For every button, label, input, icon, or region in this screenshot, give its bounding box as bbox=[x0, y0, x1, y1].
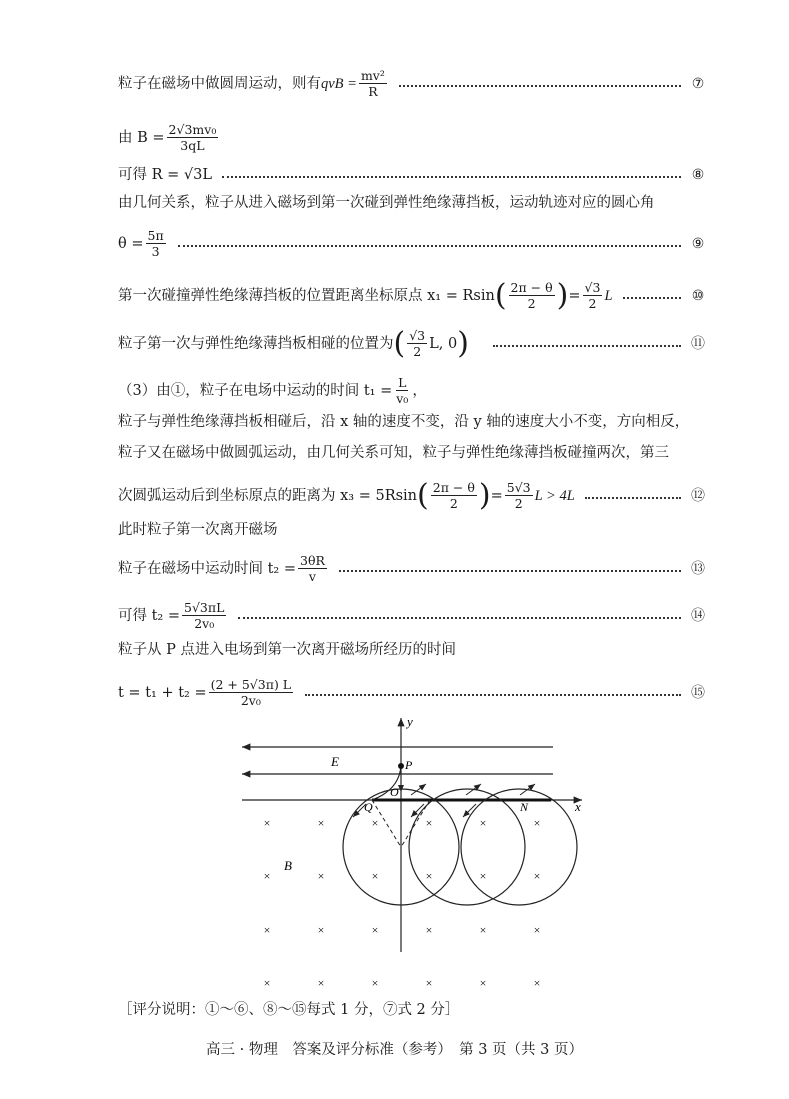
fraction: $\frac{3\theta R}{v}$ bbox=[300, 553, 325, 584]
x-axis-label: x bbox=[575, 799, 581, 814]
equation-number: ⑭ bbox=[691, 607, 705, 624]
fraction: $\frac{(2 + 5√3\pi) L}{\text{2v₀}}$ bbox=[210, 677, 292, 708]
fraction: $\frac{\text{2√3mv₀}}{3qL}$ bbox=[168, 122, 217, 153]
y-axis-label: y bbox=[407, 714, 413, 729]
field-cross: × bbox=[533, 976, 541, 990]
field-cross: × bbox=[263, 923, 271, 937]
field-cross: × bbox=[479, 869, 487, 883]
field-cross: × bbox=[371, 869, 379, 883]
equation-line-12: 次圆弧运动后到坐标原点的距离为 x₃ = 5Rsin ( $\frac{2\pi - \theta}{2}$ ) = $\frac{5√3}{2}$ L > 4L ⑫ bbox=[118, 477, 705, 513]
equation-number: ⑦ bbox=[691, 75, 705, 92]
text-leave-field: 此时粒子第一次离开磁场 bbox=[118, 522, 278, 538]
equation-line-7: 粒子在磁场中做圆周运动，则有 qvB = $\frac{\text{mv²}}{R}$ ⑦ bbox=[118, 68, 707, 99]
equation-line-9: θ = $\frac{5\pi}{3}$ ⑨ bbox=[118, 228, 707, 259]
q-label: Q bbox=[364, 800, 373, 814]
field-cross: × bbox=[263, 976, 271, 990]
magnetic-field-crosses bbox=[264, 816, 541, 990]
fraction: $\frac{2\pi - \theta}{2}$ bbox=[510, 280, 553, 311]
o-label: O bbox=[390, 785, 399, 799]
point-p-dot bbox=[398, 763, 404, 769]
equation-line-11: 粒子第一次与弹性绝缘薄挡板相碰的位置为 ( $\frac{√3}{2}$ L, 0 ) ⑪ bbox=[118, 325, 705, 361]
equation-line-15: t = t₁ + t₂ = $\frac{(2 + 5√3\pi) L}{\text{2v₀}}$ ⑮ bbox=[118, 677, 705, 708]
equation-number: ⑧ bbox=[691, 167, 705, 183]
field-cross: × bbox=[317, 816, 325, 830]
field-cross: × bbox=[533, 816, 541, 830]
equation-line-8: 可得 R = √3L ⑧ bbox=[118, 165, 707, 185]
page-footer: 高三 · 物理 答案及评分标准（参考） 第 3 页（共 3 页） bbox=[206, 1042, 583, 1058]
field-cross: × bbox=[317, 869, 325, 883]
equation-number: ⑨ bbox=[691, 235, 705, 252]
field-cross: × bbox=[317, 923, 325, 937]
equation-number: ⑮ bbox=[691, 684, 705, 701]
equation-line-part3: （3）由①，粒子在电场中运动的时间 t₁ = $\frac{L}{\text{v₀}}$ ， bbox=[118, 375, 427, 406]
field-cross: × bbox=[533, 923, 541, 937]
field-cross: × bbox=[263, 816, 271, 830]
equation-number: ⑫ bbox=[691, 487, 705, 504]
fraction: $\frac{2\pi - \theta}{2}$ bbox=[432, 480, 475, 511]
equation-line-13: 粒子在磁场中运动时间 t₂ = $\frac{3\theta R}{v}$ ⑬ bbox=[118, 553, 705, 584]
field-cross: × bbox=[425, 869, 433, 883]
fraction: $\frac{5√3\pi L}{\text{2v₀}}$ bbox=[184, 600, 225, 631]
e-label: E bbox=[331, 754, 339, 769]
equation-number: ⑩ bbox=[691, 287, 705, 304]
text-paragraph-1: 粒子与弹性绝缘薄挡板相碰后，沿 x 轴的速度不变，沿 y 轴的速度大小不变，方向相反， bbox=[118, 414, 690, 430]
n-label: N bbox=[520, 800, 529, 814]
b-label: B bbox=[284, 858, 292, 873]
equation-number: ⑬ bbox=[691, 560, 705, 577]
p-label: P bbox=[405, 758, 413, 772]
scoring-note: ［评分说明：①～⑥、⑧～⑮每式 1 分，⑦式 2 分］ bbox=[118, 1002, 460, 1018]
fraction: $\frac{L}{\text{v₀}}$ bbox=[396, 375, 409, 406]
equation-line-b: 由 B = $\frac{\text{2√3mv₀}}{3qL}$ bbox=[118, 122, 217, 153]
equation-line-10: 第一次碰撞弹性绝缘薄挡板的位置距离坐标原点 x₁ = Rsin ( $\frac{2\pi - \theta}{2}$ ) = $\frac{√3}{2}$ L ⑩ bbox=[118, 280, 707, 311]
text-line-geometry: 由几何关系，粒子从进入磁场到第一次碰到弹性绝缘薄挡板，运动轨迹对应的圆心角 bbox=[118, 195, 655, 211]
fraction: $\frac{5√3}{2}$ bbox=[506, 480, 531, 511]
text-paragraph-2: 粒子又在磁场中做圆弧运动，由几何关系可知，粒子与弹性绝缘薄挡板碰撞两次，第三 bbox=[118, 445, 669, 461]
field-cross: × bbox=[425, 923, 433, 937]
fraction: $\frac{√3}{2}$ bbox=[584, 280, 601, 311]
field-cross: × bbox=[371, 923, 379, 937]
field-cross: × bbox=[425, 816, 433, 830]
field-cross: × bbox=[371, 976, 379, 990]
equation-line-14: 可得 t₂ = $\frac{5√3\pi L}{\text{2v₀}}$ ⑭ bbox=[118, 600, 705, 631]
field-cross: × bbox=[371, 816, 379, 830]
field-cross: × bbox=[317, 976, 325, 990]
fraction: $\frac{√3}{2}$ bbox=[409, 328, 426, 359]
fraction: $\frac{5\pi}{3}$ bbox=[147, 228, 164, 259]
field-cross: × bbox=[479, 816, 487, 830]
field-cross: × bbox=[479, 976, 487, 990]
field-cross: × bbox=[479, 923, 487, 937]
equation-number: ⑪ bbox=[691, 335, 705, 352]
fraction: $\frac{\text{mv²}}{R}$ bbox=[360, 68, 385, 99]
trajectory-circle-3 bbox=[461, 789, 577, 905]
field-cross: × bbox=[533, 869, 541, 883]
field-cross: × bbox=[425, 976, 433, 990]
field-cross: × bbox=[263, 869, 271, 883]
text-total-time: 粒子从 P 点进入电场到第一次离开磁场所经历的时间 bbox=[118, 642, 456, 658]
